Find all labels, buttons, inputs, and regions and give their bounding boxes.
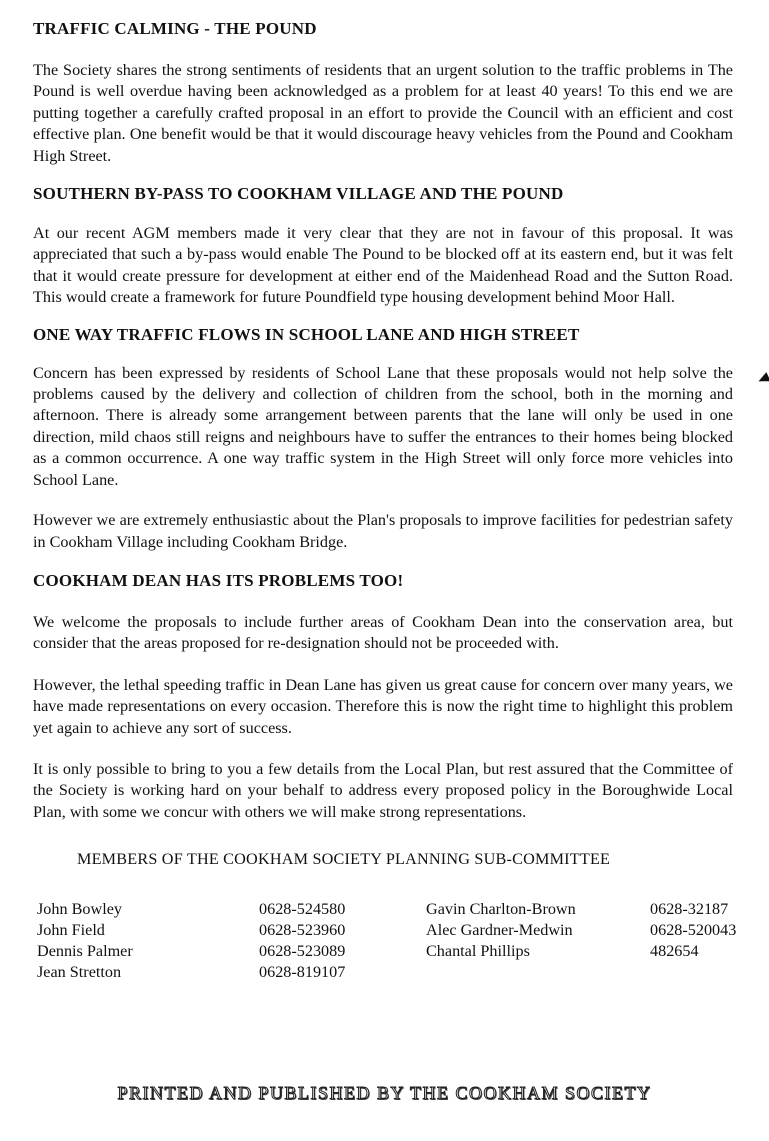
committee-members: [33, 899, 737, 989]
paragraph-one-way: Concern has been expressed by residents of School Lane that these proposals would not help solve the problems caused by the delivery and collection of children from the school, both in the morning and afternoon. There is already some arrangement between parents that the lane will only be used in one direction, mild chaos still reigns and neighbours have to suffer the entrances to their homes being blocked as a common occurrence. A one way traffic system in the High Street will only force more vehicles into School Lane.: [33, 363, 733, 489]
member-phones-left: [259, 899, 345, 983]
paragraph-dean-lane: However, the lethal speeding traffic in Dean Lane has given us great cause for concern over many years, we have made representations on every occasion. Therefore this is now the right time to highlight this problem yet again to achieve any sort of success.: [33, 675, 733, 737]
member-phone: 0628-32187: [650, 900, 729, 919]
committee-title: MEMBERS OF THE COOKHAM SOCIETY PLANNING SUB-COMMITTEE: [77, 850, 611, 869]
member-name: Gavin Charlton-Brown: [426, 900, 576, 919]
footer-publisher: PRINTED AND PUBLISHED BY THE COOKHAM SOCIETY: [117, 1083, 652, 1103]
heading-cookham-dean: COOKHAM DEAN HAS ITS PROBLEMS TOO!: [33, 570, 404, 590]
member-names-right: [426, 899, 576, 962]
document-page: [33, 14, 737, 989]
member-name: Alec Gardner-Medwin: [426, 921, 573, 940]
member-phone: 0628-523960: [259, 921, 346, 940]
paragraph-southern-bypass: At our recent AGM members made it very clear that they are not in favour of this proposal. It was appreciated that such a by-pass would enable The Pound to be blocked off at its eastern end, but it was felt that it would create pressure for development at either end of the Maidenhead Road and the Sutton Road. This would create a framework for future Poundfield type housing development behind Moor Hall.: [33, 224, 733, 307]
paragraph-traffic-calming: The Society shares the strong sentiments of residents that an urgent solution to the traffic problems in The Pound is well overdue having been acknowledged as a problem for at least 40 years! To this end we are putting together a carefully crafted proposal in an effort to provide the Council with an efficient and cost effective plan. One benefit would be that it would discourage heavy vehicles from the Pound and Cookham High Street.: [33, 61, 733, 165]
member-phone: 0628-819107: [259, 963, 346, 982]
member-phone: 0628-523089: [259, 942, 346, 961]
heading-one-way: ONE WAY TRAFFIC FLOWS IN SCHOOL LANE AND HIGH STREET: [33, 324, 580, 344]
member-phone: 0628-520043: [650, 921, 737, 940]
member-name: Dennis Palmer: [37, 942, 133, 961]
heading-southern-bypass: SOUTHERN BY-PASS TO COOKHAM VILLAGE AND THE POUND: [33, 184, 564, 204]
paragraph-pedestrian-safety: However we are extremely enthusiastic about the Plan's proposals to improve facilities for pedestrian safety in Cookham Village including Cookham Bridge.: [33, 511, 733, 551]
member-name: Jean Stretton: [37, 963, 122, 982]
paragraph-conservation-area: We welcome the proposals to include further areas of Cookham Dean into the conservation area, but consider that the areas proposed for re-designation should not be proceeded with.: [33, 612, 733, 653]
margin-scan-mark: [756, 372, 769, 386]
heading-traffic-calming: TRAFFIC CALMING - THE POUND: [33, 19, 317, 38]
member-names-left: [37, 899, 133, 983]
member-name: Chantal Phillips: [426, 942, 530, 961]
member-name: John Bowley: [37, 900, 122, 919]
member-phones-right: [650, 899, 736, 962]
paragraph-local-plan: It is only possible to bring to you a few details from the Local Plan, but rest assured that the Committee of the Society is working hard on your behalf to address every proposed policy in the Boroughwide Local Plan, with some we concur with others we will make strong representations.: [33, 759, 733, 821]
member-name: John Field: [37, 921, 105, 940]
member-phone: 0628-524580: [259, 900, 346, 919]
member-phone: 482654: [650, 942, 699, 961]
